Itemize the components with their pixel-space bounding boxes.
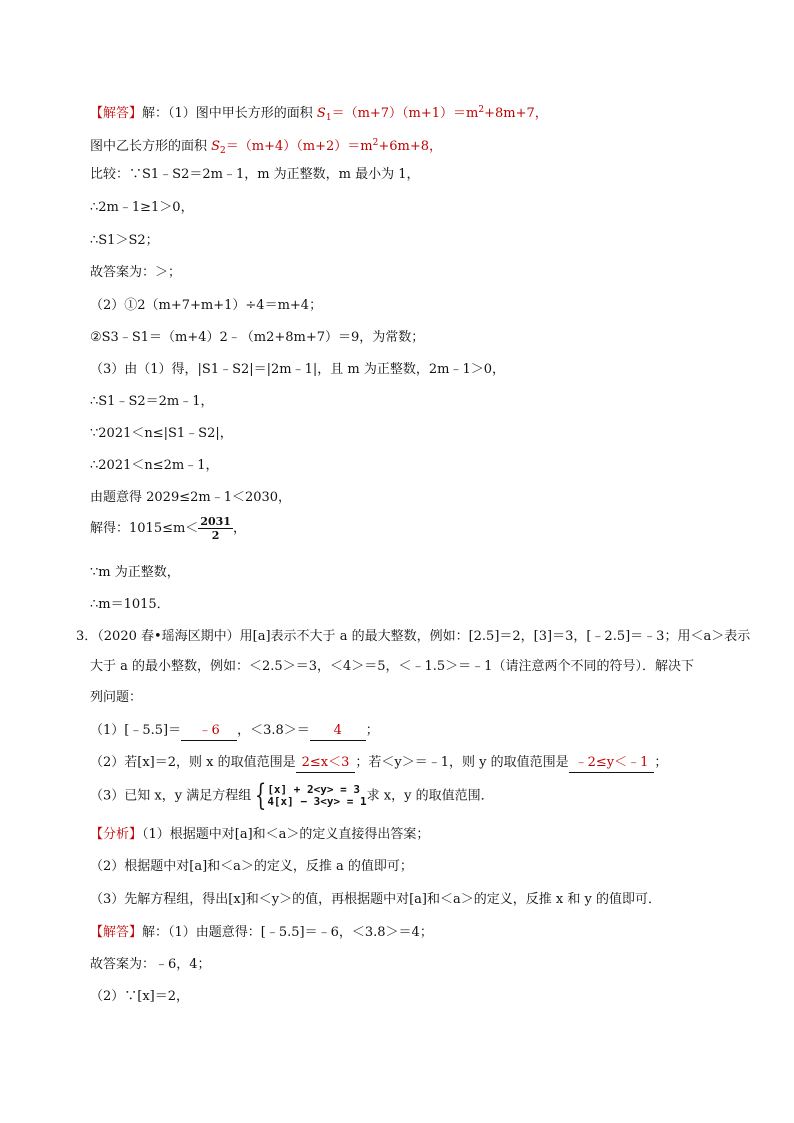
solution-tag: 【解答】 bbox=[90, 925, 143, 940]
q3-part-1: （1）[﹣5.5]＝ ﹣6 ，＜3.8＞＝ 4 ； bbox=[90, 722, 379, 741]
answer-line-2: 故答案为：﹣6，4； bbox=[90, 957, 211, 972]
analysis-line-3: （3）先解方程组，得出[x]和＜y＞的值，再根据题中对[a]和＜a＞的定义，反推 x 和 y 的值即可． bbox=[90, 892, 661, 907]
answer-blank: 2≤x＜3 bbox=[296, 754, 356, 773]
solution-tag: 【解答】 bbox=[90, 106, 143, 121]
fraction: $\frac{2031}{2}$ bbox=[200, 515, 231, 542]
solution-line-1: 【解答】解：（1）图中甲长方形的面积 $S_1=(m+7)(m+1)=m^2+8m+7$， bbox=[90, 105, 548, 123]
q3-stem-line-1: 3．（2020 春•瑶海区期中）用[a]表示不大于 a 的最大整数，例如：[2.5]＝2，[3]＝3，[﹣2.5]＝﹣3；用＜a＞表示 bbox=[76, 629, 751, 644]
answer-blank: 4 bbox=[310, 722, 366, 741]
solution-line-11: ∵2021＜n≤|S1﹣S2|， bbox=[90, 426, 233, 441]
question-number: 3． bbox=[76, 629, 98, 644]
brace-icon: { bbox=[255, 778, 267, 813]
solution-line-5: ∴S1＞S2； bbox=[90, 233, 159, 248]
solution-line-7: （2）①2（m+7+m+1）÷4＝m+4； bbox=[90, 298, 323, 313]
q3-stem-line-3: 列问题： bbox=[90, 690, 143, 705]
equation-system: [x] + 2<y> = 3 4[x] − 3<y> = 1 bbox=[267, 783, 367, 808]
solution-line-4: ∴2m﹣1≥1＞0， bbox=[90, 200, 194, 215]
q3-part-2: （2）若[x]＝2，则 x 的取值范围是 2≤x＜3 ；若＜y＞＝﹣1，则 y 的取值范围是 ﹣2≤y＜﹣1 ； bbox=[90, 754, 667, 773]
analysis-line-2: （2）根据题中对[a]和＜a＞的定义，反推 a 的值即可； bbox=[90, 859, 413, 874]
answer-blank: ﹣2≤y＜﹣1 bbox=[569, 754, 655, 773]
solution-line-3: 比较：∵S1﹣S2＝2m﹣1，m 为正整数，m 最小为 1， bbox=[90, 167, 420, 182]
analysis-line-1: 【分析】（1）根据题中对[a]和＜a＞的定义直接得出答案； bbox=[90, 827, 430, 842]
solution-line-6: 故答案为：＞； bbox=[90, 265, 182, 280]
solution-line-15: ∵m 为正整数， bbox=[90, 565, 180, 580]
solution-line-13: 由题意得 2029≤2m﹣1＜2030， bbox=[90, 490, 292, 505]
answer-line-1: 【解答】解：（1）由题意得：[﹣5.5]＝﹣6，＜3.8＞＝4； bbox=[90, 925, 433, 940]
solution-line-10: ∴S1﹣S2＝2m﹣1， bbox=[90, 394, 214, 409]
answer-blank: ﹣6 bbox=[181, 722, 237, 741]
solution-line-16: ∴m＝1015． bbox=[90, 597, 170, 612]
solution-line-14: 解得：1015≤m＜ $\frac{2031}{2}$ ， bbox=[90, 515, 246, 542]
solution-line-9: （3）由（1）得，|S1﹣S2|＝|2m﹣1|，且 m 为正整数，2m﹣1＞0， bbox=[90, 362, 506, 377]
solution-line-2: 图中乙长方形的面积 $S_2=(m+4)(m+2)=m^2+6m+8$， bbox=[90, 138, 442, 156]
answer-line-3: （2）∵[x]＝2， bbox=[90, 989, 190, 1004]
solution-line-12: ∴2021＜n≤2m﹣1， bbox=[90, 458, 219, 473]
solution-line-8: ②S3﹣S1＝（m+4）2﹣（m2+8m+7）＝9，为常数； bbox=[90, 330, 425, 345]
q3-stem-line-2: 大于 a 的最小整数，例如：＜2.5＞＝3，＜4＞＝5，＜﹣1.5＞＝﹣1（请注意两个不同的符号）．解决下 bbox=[90, 659, 694, 674]
q3-part-3: （3）已知 x，y 满足方程组 { [x] + 2<y> = 3 4[x] − 3<y> = 1 求 x，y 的取值范围． bbox=[90, 778, 494, 813]
analysis-tag: 【分析】 bbox=[90, 827, 143, 842]
